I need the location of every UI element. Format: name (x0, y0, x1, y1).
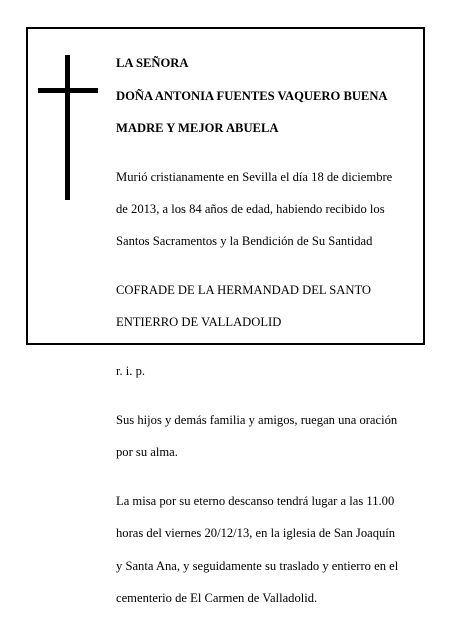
notice-text (116, 39, 426, 622)
deceased-name-line-1: DOÑA ANTONIA FUENTES VAQUERO BUENA (116, 88, 388, 103)
cross-icon (38, 55, 98, 200)
mass-line-2: horas del viernes 20/12/13, en la iglesia de San Joaquín (116, 526, 396, 541)
death-text-line-3: Santos Sacramentos y la Bendición de Su Santidad (116, 234, 373, 249)
death-text-line-1: Murió cristianamente en Sevilla el día 18 de diciembre (116, 169, 393, 184)
death-text-line-2: de 2013, a los 84 años de edad, habiendo recibido los (116, 202, 385, 217)
mass-line-3: y Santa Ana, y seguidamente su traslado y entierro en el (116, 558, 399, 573)
obituary-notice (26, 27, 425, 605)
brotherhood-line-2: ENTIERRO DE VALLADOLID (116, 315, 282, 330)
cross-vertical-bar (65, 55, 70, 200)
deceased-name-line-2: MADRE Y MEJOR ABUELA (116, 121, 279, 136)
cross-horizontal-bar (38, 88, 98, 93)
mass-line-4: cementerio de El Carmen de Valladolid. (116, 590, 318, 605)
family-line-1: Sus hijos y demás familia y amigos, ruegan una oración (116, 412, 398, 427)
family-line-2: por su alma. (116, 445, 178, 460)
notice-title: LA SEÑORA (116, 56, 189, 71)
rip-line: r. i. p. (116, 364, 146, 379)
brotherhood-line-1: COFRADE DE LA HERMANDAD DEL SANTO (116, 283, 372, 298)
mass-line-1: La misa por su eterno descanso tendrá lugar a las 11.00 (116, 493, 395, 508)
